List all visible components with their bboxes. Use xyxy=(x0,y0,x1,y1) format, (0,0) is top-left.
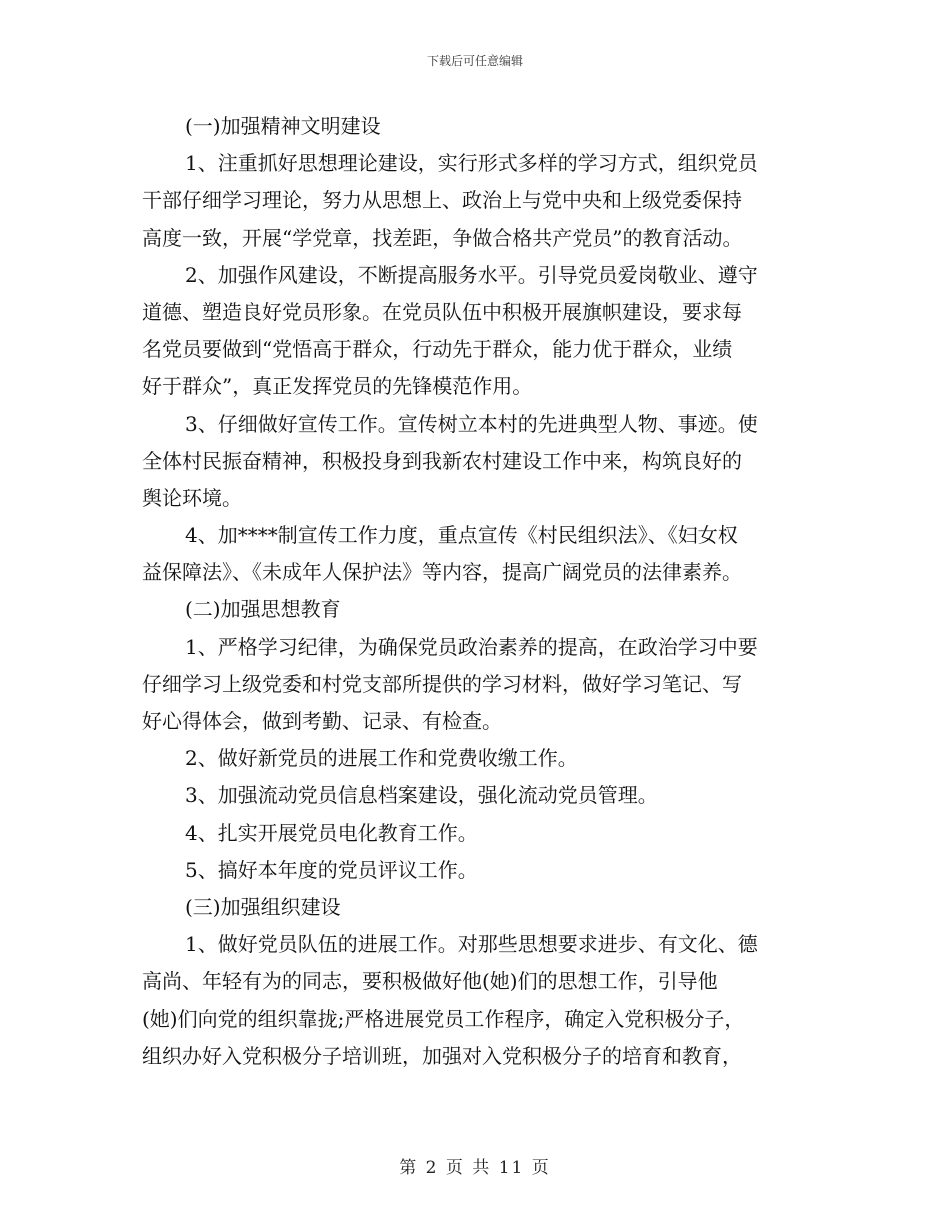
text-line: (一)加强精神文明建设 xyxy=(185,114,381,138)
text-line: 1、注重抓好思想理论建设，实行形式多样的学习方式，组织党员 xyxy=(185,151,758,176)
text-line: 高度一致，开展“学党章，找差距，争做合格共产党员”的教育活动。 xyxy=(142,225,743,250)
text-line: 2、加强作风建设，不断提高服务水平。引导党员爱岗敬业、遵守 xyxy=(185,262,758,287)
page-number-footer: 第 2 页 共 11 页 xyxy=(399,1158,551,1178)
text-line: 全体村民振奋精神，积极投身到我新农村建设工作中来，构筑良好的 xyxy=(142,448,742,473)
text-line: (二)加强思想教育 xyxy=(185,597,341,622)
text-line: 2、做好新党员的进展工作和党费收缴工作。 xyxy=(185,746,578,771)
text-line: 4、扎实开展党员电化教育工作。 xyxy=(185,820,478,845)
page-header: 下载后可任意编辑 xyxy=(426,54,523,68)
text-line: 好于群众”，真正发挥党员的先锋模范作用。 xyxy=(142,374,533,399)
text-line: 组织办好入党积极分子培训班，加强对入党积极分子的培育和教育， xyxy=(142,1043,742,1068)
text-line: 高尚、年轻有为的同志，要积极做好他(她)们的思想工作，引导他 xyxy=(142,969,718,994)
text-line: 3、加强流动党员信息档案建设，强化流动党员管理。 xyxy=(185,783,658,808)
text-line: (她)们向党的组织靠拢;严格进展党员工作程序，确定入党积极分子， xyxy=(142,1006,745,1031)
text-line: 仔细学习上级党委和村党支部所提供的学习材料，做好学习笔记、写 xyxy=(142,671,742,696)
text-line: 名党员要做到“党悟高于群众，行动先于群众，能力优于群众，业绩 xyxy=(142,337,733,362)
text-line: 4、加****制宣传工作力度，重点宣传《村民组织法》、《妇女权 xyxy=(185,523,738,548)
text-line: 舆论环境。 xyxy=(142,485,242,510)
document-body xyxy=(142,108,807,1075)
text-line: 道德、塑造良好党员形象。在党员队伍中积极开展旗帜建设，要求每 xyxy=(142,299,742,324)
text-line: 5、搞好本年度的党员评议工作。 xyxy=(185,857,478,882)
text-line: 干部仔细学习理论，努力从思想上、政治上与党中央和上级党委保持 xyxy=(142,188,742,213)
text-line: 1、做好党员队伍的进展工作。对那些思想要求进步、有文化、德 xyxy=(185,932,758,957)
text-line: 1、严格学习纪律，为确保党员政治素养的提高，在政治学习中要 xyxy=(185,634,758,659)
text-line: (三)加强组织建设 xyxy=(185,894,341,919)
text-line: 益保障法》、《未成年人保护法》等内容，提高广阔党员的法律素养。 xyxy=(142,560,742,585)
text-line: 3、仔细做好宣传工作。宣传树立本村的先进典型人物、事迹。使 xyxy=(185,411,758,436)
text-line: 好心得体会，做到考勤、记录、有检查。 xyxy=(142,709,502,733)
